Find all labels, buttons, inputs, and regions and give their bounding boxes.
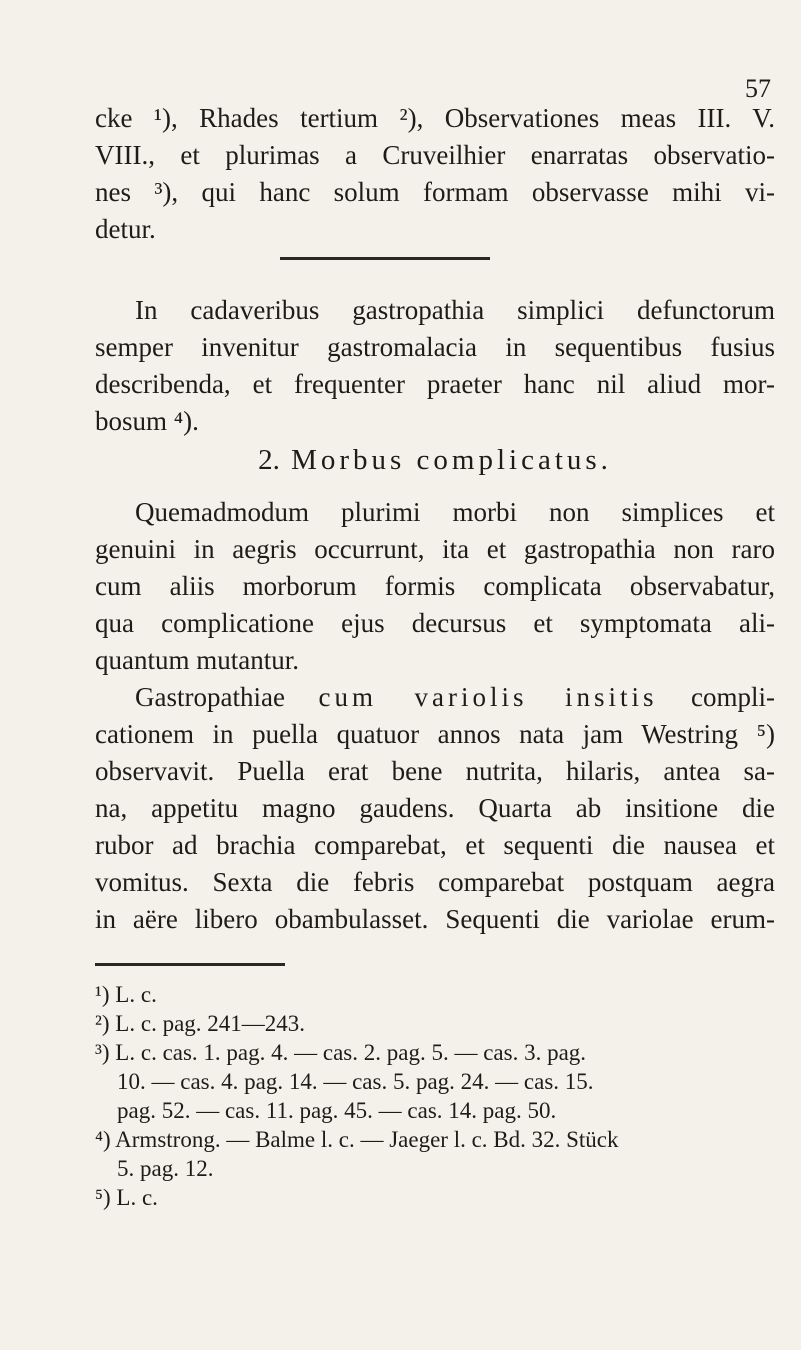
paragraph-variolis: [95, 679, 775, 938]
text-line: detur.: [95, 214, 156, 244]
text-line: qua complicatione ejus decursus et symptomata ali-: [95, 608, 775, 638]
section-title: Morbus complicatus.: [291, 444, 612, 476]
text-line: [95, 679, 775, 716]
emphasized-text: cum variolis insitis: [318, 682, 658, 712]
text-line: cationem in puella quatuor annos nata jam Westring ⁵): [95, 719, 775, 749]
text-line: vomitus. Sexta die febris comparebat postquam aegra: [95, 867, 775, 897]
text-line: VIII., et plurimas a Cruveilhier enarratas observatio-: [95, 140, 775, 170]
paragraph-quemadmodum: [95, 494, 775, 679]
text-line: quantum mutantur.: [95, 645, 299, 675]
text-run: compli-: [691, 682, 775, 712]
footnote-continuation: 5. pag. 12.: [117, 1156, 214, 1181]
text-line: Quemadmodum plurimi morbi non simplices et: [135, 497, 775, 527]
text-line: cke ¹), Rhades tertium ²), Observationes meas III. V.: [95, 103, 775, 133]
text-line: rubor ad brachia comparebat, et sequenti die nausea et: [95, 830, 775, 860]
text-line: in aëre libero obambulasset. Sequenti die variolae erum-: [95, 904, 775, 934]
text-run: Gastropathiae: [135, 682, 285, 712]
footnote-divider: [95, 963, 285, 966]
text-line: In cadaveribus gastropathia simplici defunctorum: [135, 295, 775, 325]
text-line: observavit. Puella erat bene nutrita, hilaris, antea sa-: [95, 756, 775, 786]
intro-paragraph: [95, 100, 775, 248]
footnote: ⁵) L. c.: [95, 1185, 158, 1210]
text-line: semper invenitur gastromalacia in sequentibus fusius: [95, 332, 775, 362]
text-line: bosum ⁴).: [95, 406, 199, 436]
footnotes: [95, 980, 775, 1212]
text-line: describenda, et frequenter praeter hanc nil aliud mor-: [95, 369, 775, 399]
page-number: 57: [745, 74, 771, 103]
footnote-continuation: 10. — cas. 4. pag. 14. — cas. 5. pag. 24. — cas. 15.: [117, 1069, 594, 1094]
footnote: ⁴) Armstrong. — Balme l. c. — Jaeger l. c. Bd. 32. Stück: [95, 1127, 619, 1152]
text-line: na, appetitu magno gaudens. Quarta ab insitione die: [95, 793, 775, 823]
footnote: ³) L. c. cas. 1. pag. 4. — cas. 2. pag. 5. — cas. 3. pag.: [95, 1040, 587, 1065]
section-heading: [95, 444, 775, 477]
footnote: ²) L. c. pag. 241—243.: [95, 1011, 306, 1036]
text-line: cum aliis morborum formis complicata observabatur,: [95, 571, 775, 601]
footnote-continuation: pag. 52. — cas. 11. pag. 45. — cas. 14. pag. 50.: [117, 1098, 557, 1123]
text-line: nes ³), qui hanc solum formam observasse mihi vi-: [95, 177, 775, 207]
footnote: ¹) L. c.: [95, 982, 157, 1007]
section-number: 2.: [258, 444, 280, 476]
text-line: genuini in aegris occurrunt, ita et gastropathia non raro: [95, 534, 775, 564]
paragraph-gastropathia: [95, 292, 775, 440]
section-divider: [280, 257, 490, 260]
